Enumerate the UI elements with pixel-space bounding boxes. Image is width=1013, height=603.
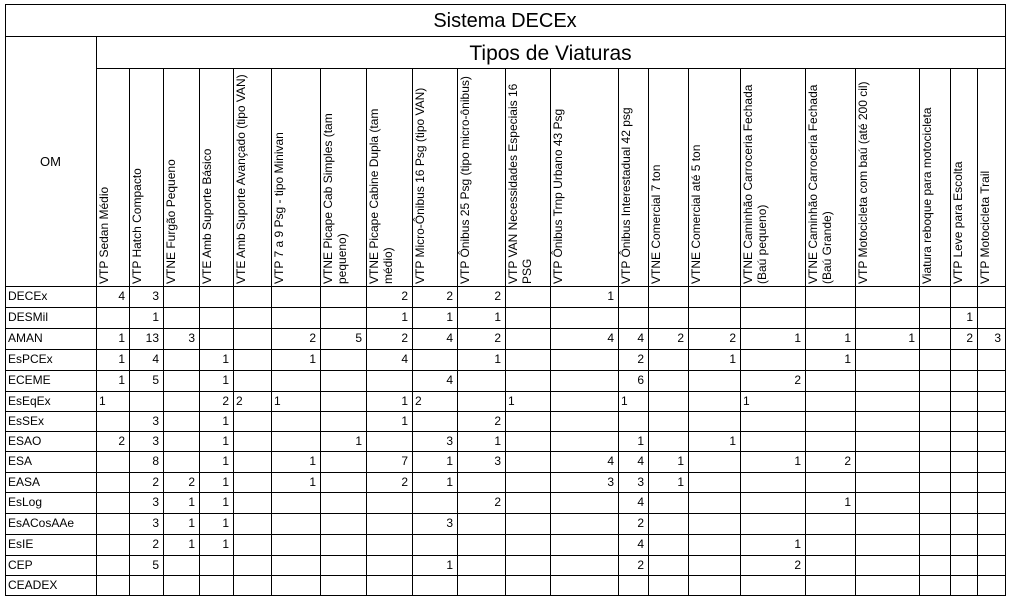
- table-cell: 1: [494, 310, 501, 324]
- table-cell: 3: [607, 475, 614, 489]
- table-cell: 1: [222, 516, 229, 530]
- table-cell: 2: [188, 475, 195, 489]
- column-header: VTP Sedan Médio: [97, 186, 111, 284]
- table-cell: 6: [637, 373, 644, 387]
- table-border-right: [1005, 4, 1006, 596]
- table-cell: 1: [118, 373, 125, 387]
- table-cell: 8: [152, 454, 159, 468]
- table-cell: 1: [729, 434, 736, 448]
- table-cell: 2: [637, 558, 644, 572]
- table-cell: 4: [118, 289, 125, 303]
- table-cell: 2: [794, 558, 801, 572]
- row-label: EsACosAAe: [8, 516, 75, 530]
- table-cell: 2: [152, 475, 159, 489]
- table-cell: 2: [401, 475, 408, 489]
- column-header: VTNE Furgão Pequeno: [164, 159, 178, 284]
- table-cell: 1: [508, 394, 515, 408]
- table-cell: 1: [401, 394, 408, 408]
- row-label: EsEqEx: [8, 394, 51, 408]
- table-cell: 1: [637, 434, 644, 448]
- table-cell: 2: [236, 394, 243, 408]
- table-cell: 2: [401, 331, 408, 345]
- row-label: ESAO: [8, 434, 42, 448]
- table-cell: 2: [677, 331, 684, 345]
- column-header: VTP Leve para Escolta: [951, 161, 965, 284]
- table-cell: 1: [446, 475, 453, 489]
- table-cell: 1: [309, 352, 316, 366]
- table-cell: 5: [355, 331, 362, 345]
- row-divider: [5, 391, 1006, 392]
- column-header: VTP Hatch Compacto: [130, 168, 144, 284]
- column-header: VTP Motocicleta com baú (até 200 cil): [856, 81, 870, 284]
- table-cell: 1: [494, 434, 501, 448]
- table-cell: 3: [994, 331, 1001, 345]
- table-cell: 3: [494, 454, 501, 468]
- table-cell: 1: [908, 331, 915, 345]
- row-label: EsLog: [8, 495, 43, 509]
- table-cell: 1: [222, 414, 229, 428]
- table-cell: 1: [794, 331, 801, 345]
- table-cell: 3: [446, 516, 453, 530]
- table-cell: 1: [446, 558, 453, 572]
- table-cell: 1: [188, 516, 195, 530]
- column-header: Viatura reboque para motocicleta: [920, 107, 934, 284]
- table-cell: 2: [152, 537, 159, 551]
- table-cell: 3: [188, 331, 195, 345]
- table-cell: 1: [966, 310, 973, 324]
- table-cell: 2: [309, 331, 316, 345]
- table-cell: 1: [222, 537, 229, 551]
- table-cell: 1: [274, 394, 281, 408]
- column-header: VTP Motocicleta Trail: [978, 170, 992, 284]
- table-cell: 2: [118, 434, 125, 448]
- table-cell: 2: [637, 516, 644, 530]
- table-cell: 1: [677, 475, 684, 489]
- table-border-top: [5, 4, 1006, 5]
- column-header: VTNE Comercial 7 ton: [649, 164, 663, 284]
- table-cell: 2: [222, 394, 229, 408]
- table-cell: 1: [188, 537, 195, 551]
- om-column-header: OM: [40, 154, 61, 169]
- table-cell: 4: [607, 454, 614, 468]
- table-cell: 2: [494, 414, 501, 428]
- table-cell: 1: [677, 454, 684, 468]
- table-cell: 2: [966, 331, 973, 345]
- table-cell: 1: [621, 394, 628, 408]
- table-cell: 2: [415, 394, 422, 408]
- table-cell: 13: [145, 331, 159, 345]
- table-cell: 4: [637, 454, 644, 468]
- row-label: DECEx: [8, 289, 48, 303]
- table-cell: 2: [794, 373, 801, 387]
- table-cell: 1: [607, 289, 614, 303]
- table-cell: 1: [844, 331, 851, 345]
- table-cell: 5: [152, 558, 159, 572]
- row-divider: [5, 575, 1006, 576]
- table-cell: 2: [446, 289, 453, 303]
- table-cell: 1: [99, 394, 106, 408]
- table-cell: 1: [794, 537, 801, 551]
- column-header: VTP Ônibus Interestadual 42 psg: [619, 107, 633, 284]
- table-cell: 1: [222, 373, 229, 387]
- table-cell: 1: [446, 310, 453, 324]
- table-cell: 7: [401, 454, 408, 468]
- table-cell: 1: [844, 352, 851, 366]
- table-cell: 2: [494, 331, 501, 345]
- title-separator: [5, 36, 1006, 37]
- table-cell: 1: [494, 352, 501, 366]
- row-label: ESA: [8, 454, 33, 468]
- table-cell: 1: [222, 434, 229, 448]
- table-cell: 1: [844, 495, 851, 509]
- row-label: EsIE: [8, 537, 34, 551]
- table-cell: 1: [743, 394, 750, 408]
- table-border-left: [5, 4, 6, 596]
- table-cell: 1: [309, 475, 316, 489]
- column-header: VTNE Picape Cabine Dupla (tam médio): [367, 108, 395, 284]
- column-header: VTNE Caminhão Carroceria Fechada (Baú pequeno): [741, 84, 769, 284]
- table-cell: 4: [446, 373, 453, 387]
- table-cell: 1: [118, 331, 125, 345]
- row-label: EsPCEx: [8, 352, 53, 366]
- column-header: VTP 7 a 9 Psg - tipo Minivan: [272, 132, 286, 284]
- column-header: VTP Ônibus 25 Psg (tipo micro-ônibus): [458, 76, 472, 284]
- column-header: VTNE Picape Cab Simples (tam pequeno): [321, 113, 349, 284]
- table-cell: 2: [401, 289, 408, 303]
- table-cell: 1: [152, 310, 159, 324]
- table-cell: 3: [446, 434, 453, 448]
- table-cell: 3: [152, 495, 159, 509]
- table-cell: 1: [222, 352, 229, 366]
- table-cell: 1: [355, 434, 362, 448]
- table-cell: 4: [446, 331, 453, 345]
- table-cell: 1: [729, 352, 736, 366]
- table-cell: 1: [401, 310, 408, 324]
- table-subtitle: Tipos de Viaturas: [469, 42, 632, 65]
- table-cell: 4: [637, 537, 644, 551]
- table-cell: 4: [637, 331, 644, 345]
- table-cell: 1: [118, 352, 125, 366]
- table-cell: 1: [794, 454, 801, 468]
- row-label: EASA: [8, 475, 41, 489]
- row-label: DESMil: [8, 310, 49, 324]
- column-header: VTE Amb Suporte Avançado (tipo VAN): [234, 74, 248, 284]
- table-cell: 3: [152, 516, 159, 530]
- table-cell: 2: [729, 331, 736, 345]
- row-label: ECEME: [8, 373, 51, 387]
- column-header: VTP Ônibus Trnp Urbano 43 Psg: [551, 108, 565, 284]
- table-cell: 1: [222, 454, 229, 468]
- table-cell: 2: [844, 454, 851, 468]
- table-cell: 4: [401, 352, 408, 366]
- table-cell: 3: [152, 434, 159, 448]
- table-cell: 4: [607, 331, 614, 345]
- row-label: EsSEx: [8, 414, 45, 428]
- table-cell: 4: [152, 352, 159, 366]
- table-cell: 2: [494, 495, 501, 509]
- row-label: AMAN: [8, 331, 43, 345]
- table-cell: 3: [152, 414, 159, 428]
- column-header: VTP VAN Necessidades Especiais 16 PSG: [506, 83, 534, 284]
- table-cell: 1: [222, 495, 229, 509]
- table-cell: 1: [401, 414, 408, 428]
- table-cell: 2: [637, 352, 644, 366]
- table-cell: 4: [637, 495, 644, 509]
- table-cell: 1: [446, 454, 453, 468]
- row-label: CEADEX: [8, 578, 58, 592]
- table-cell: 1: [188, 495, 195, 509]
- column-header: VTNE Caminhão Carroceria Fechada (Baú Grande): [806, 84, 834, 284]
- column-header: VTE Amb Suporte Básico: [200, 148, 214, 284]
- table-cell: 1: [309, 454, 316, 468]
- table-cell: 3: [637, 475, 644, 489]
- column-header: VTP Micro-Ônibus 16 Psg (tipo VAN): [413, 87, 427, 284]
- column-header: VTNE Comercial até 5 ton: [689, 144, 703, 284]
- table-cell: 1: [222, 475, 229, 489]
- table-title: Sistema DECEx: [433, 10, 577, 32]
- table-cell: 3: [152, 289, 159, 303]
- row-label: CEP: [8, 558, 33, 572]
- table-cell: 5: [152, 373, 159, 387]
- table-cell: 2: [494, 289, 501, 303]
